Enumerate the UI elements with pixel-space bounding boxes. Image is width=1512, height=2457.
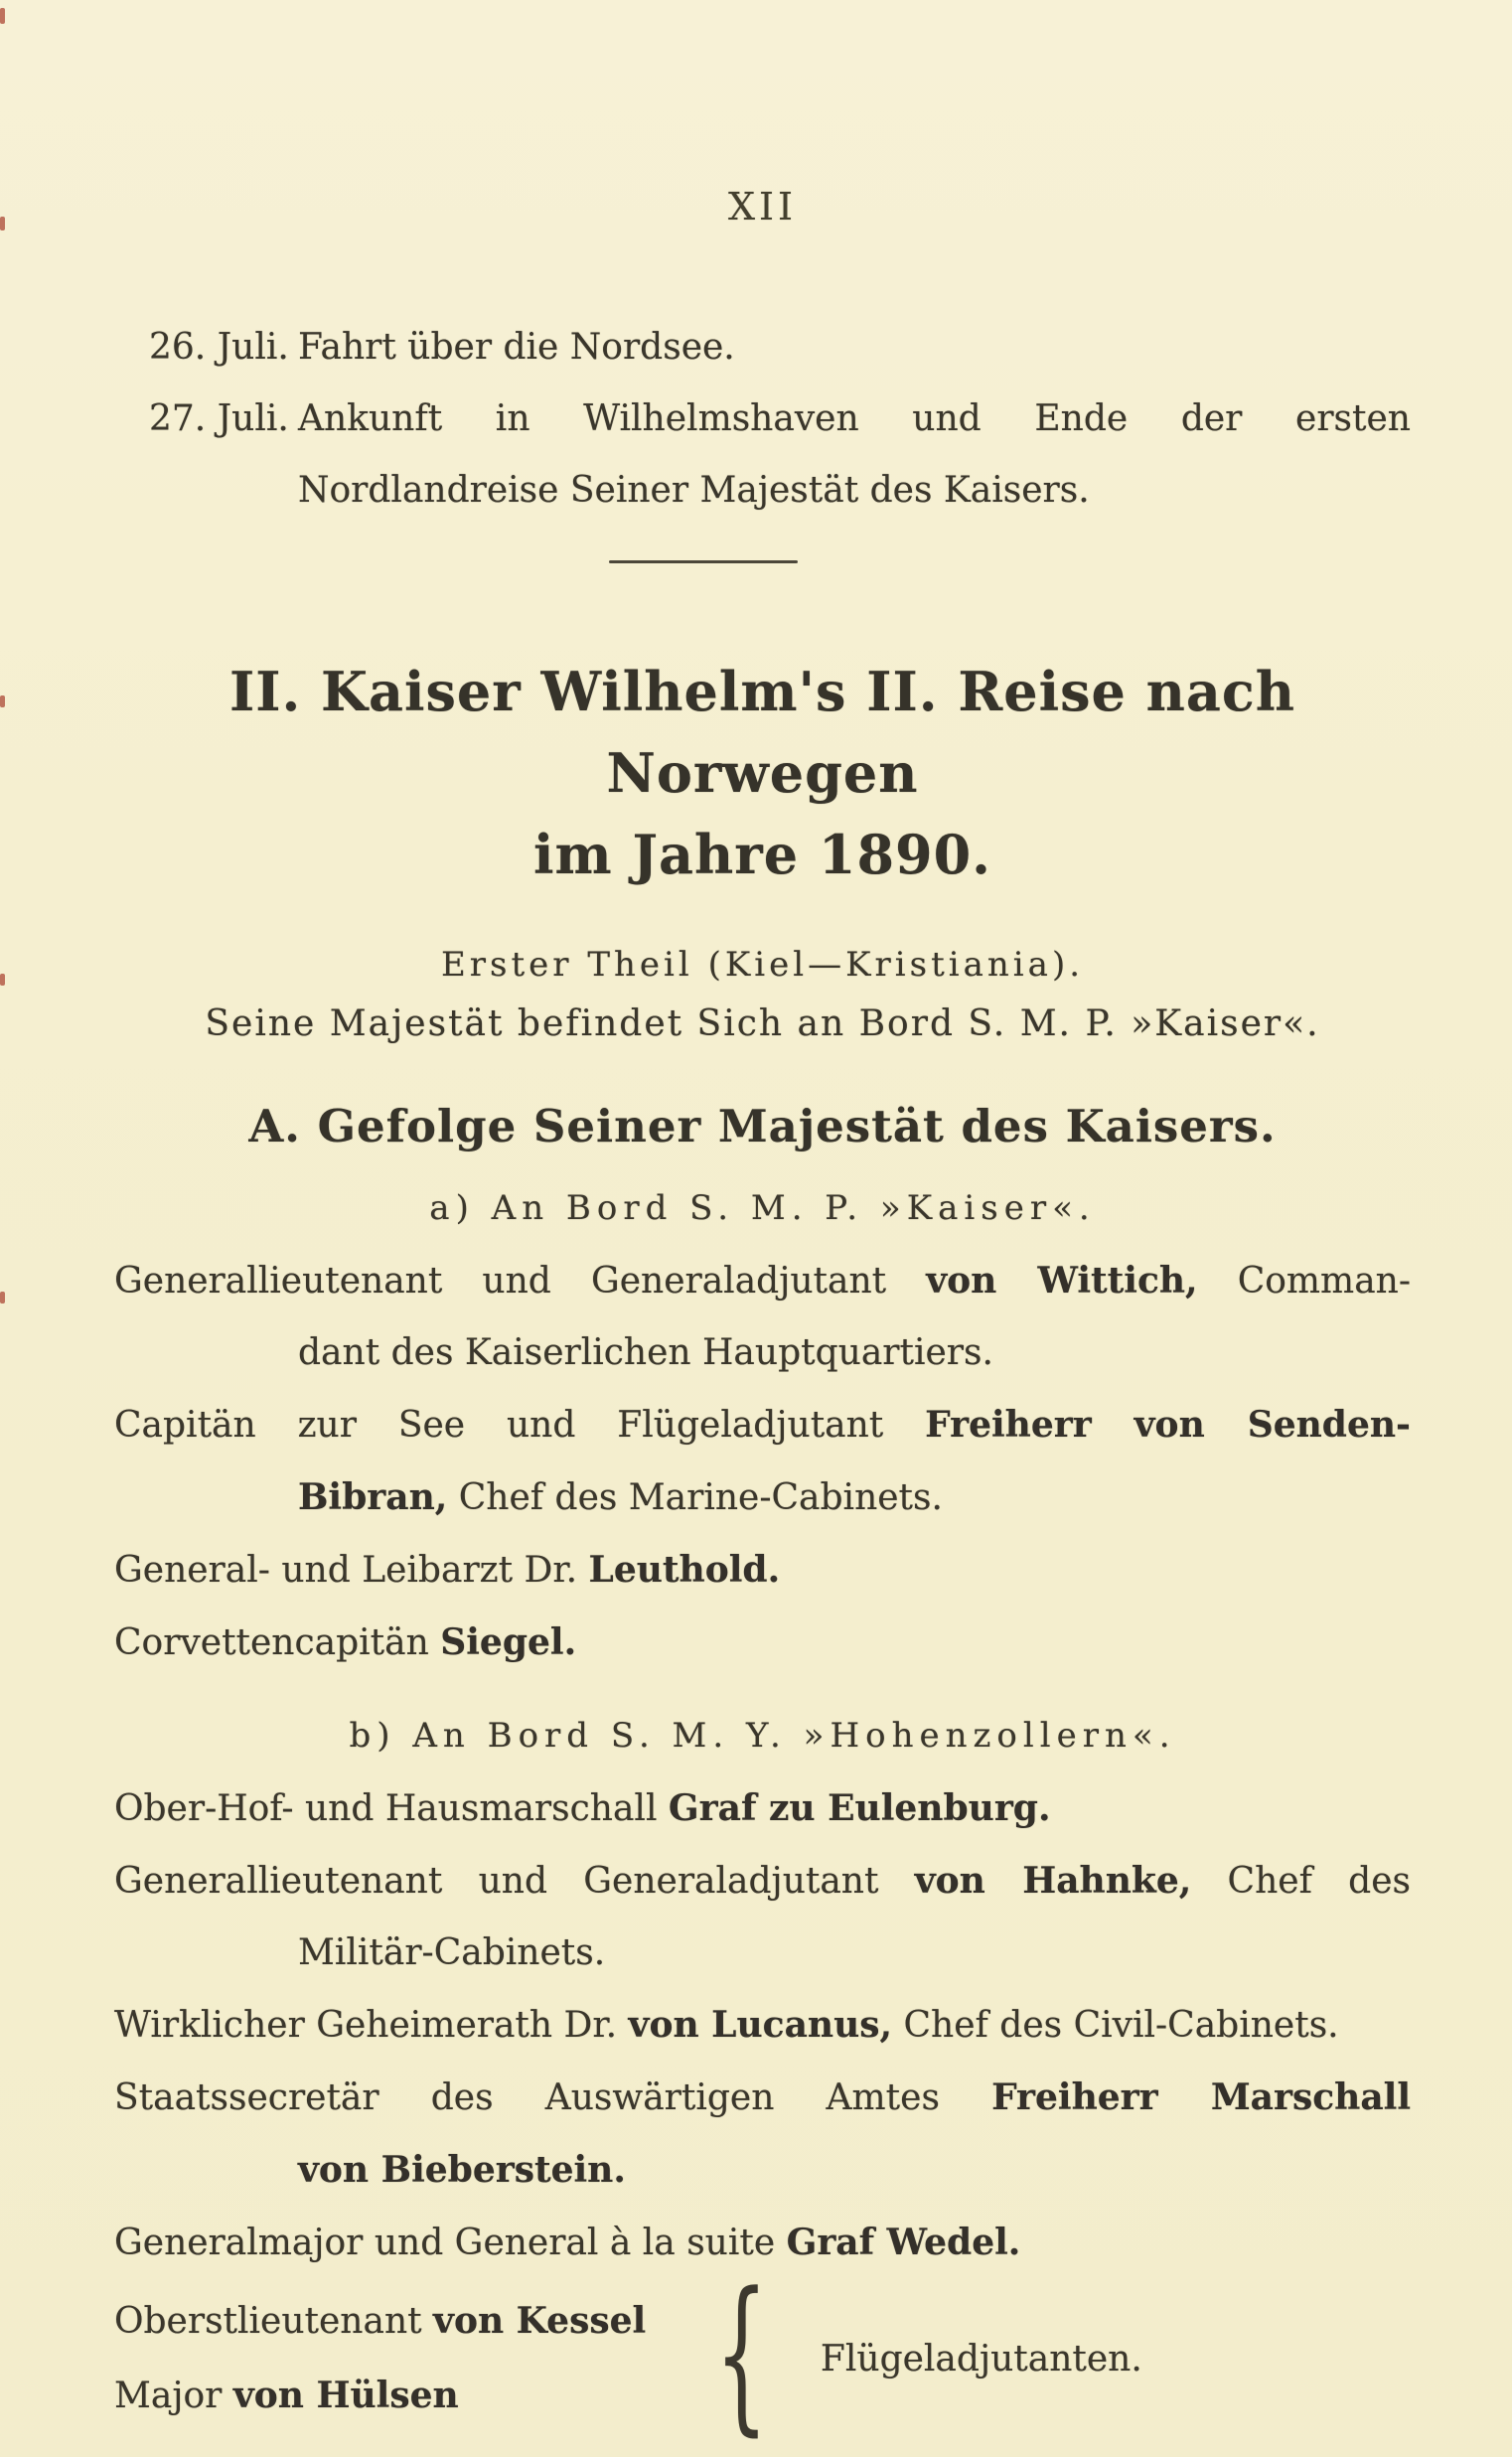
retinue-group-b [114, 1772, 1411, 2279]
majesty-status-line: Seine Majestät befindet Sich an Bord S. M. P. »Kaiser«. [205, 1003, 1320, 1044]
chapter-title-line2: im Jahre 1890. [533, 823, 991, 886]
retinue-heading: A. Gefolge Seiner Majestät des Kaisers. [248, 1100, 1277, 1152]
retinue-entry: Wirklicher Geheimerath Dr. von Lucanus, Chef des Civil-Cabinets. [114, 2004, 1339, 2046]
scan-mark [0, 1292, 5, 1304]
itinerary-row [114, 384, 1411, 527]
itinerary-text: Ankunft in Wilhelmshaven und Ende der ersten Nordlandreise Seiner Majestät des Kaisers. [298, 398, 1411, 511]
person-name: Leuthold. [588, 1549, 781, 1591]
retinue-entry: Capitän zur See und Flügeladjutant Freiherr von Senden- Bibran, Chef des Marine-Cabinets. [114, 1404, 1411, 1518]
retinue-entry: General- und Leibarzt Dr. Leuthold. [114, 1549, 781, 1591]
retinue-entry: Ober-Hof- und Hausmarschall Graf zu Eulenburg. [114, 1787, 1051, 1829]
separator-rule [609, 560, 798, 563]
person-name: Graf zu Eulenburg. [668, 1787, 1051, 1829]
itinerary-date: 27. Juli. [149, 398, 289, 439]
scan-mark [0, 8, 5, 24]
retinue-entry: Generalmajor und General à la suite Graf Wedel. [114, 2222, 1021, 2263]
retinue-entry: Generallieutenant und Generaladjutant von Hahnke, Chef des Militär-Cabinets. [114, 1860, 1411, 1973]
chapter-title [114, 651, 1411, 895]
adjutants-block [114, 2256, 1411, 2451]
scan-mark [0, 974, 5, 986]
person-name: von Kessel [433, 2300, 647, 2342]
person-name: Freiherr von Senden- [925, 1404, 1411, 1446]
adjutants-label: Flügeladjutanten. [820, 2338, 1142, 2380]
grouping-brace: { [714, 2256, 769, 2451]
person-name: von Bieberstein. [298, 2149, 626, 2191]
group-b-heading: b) An Bord S. M. Y. »Hohenzollern«. [349, 1716, 1176, 1756]
part-subtitle: Erster Theil (Kiel—Kristiania). [440, 945, 1085, 985]
retinue-entry: Corvettencapitän Siegel. [114, 1621, 577, 1663]
scan-mark [0, 217, 5, 230]
adjutant-name-line: Major von Hülsen [114, 2375, 459, 2416]
person-name: von Hülsen [232, 2375, 459, 2416]
adjutant-names [114, 2284, 696, 2433]
retinue-group-a [114, 1245, 1411, 1679]
person-name: von Lucanus, [628, 2004, 893, 2046]
person-name: Siegel. [440, 1621, 577, 1663]
adjutant-name-line: Oberstlieutenant von Kessel [114, 2300, 647, 2342]
itinerary [114, 312, 1411, 527]
retinue-entry: Staatssecretär des Auswärtigen Amtes Freiherr Marschall von Bieberstein. [114, 2076, 1412, 2191]
itinerary-row [114, 312, 1411, 384]
retinue-entry: Generallieutenant und Generaladjutant von Wittich, Comman- dant des Kaiserlichen Hauptquartiers. [114, 1260, 1412, 1373]
person-name: Bibran, [298, 1476, 448, 1518]
itinerary-date: 26. Juli. [149, 327, 289, 368]
group-a-heading: a) An Bord S. M. P. »Kaiser«. [429, 1188, 1096, 1228]
person-name: Graf Wedel. [786, 2222, 1021, 2263]
itinerary-text: Fahrt über die Nordsee. [298, 327, 735, 368]
person-name: von Wittich, [926, 1260, 1198, 1302]
chapter-title-line1: II. Kaiser Wilhelm's II. Reise nach Norwegen [228, 660, 1296, 805]
scan-mark [0, 695, 5, 707]
person-name: von Hahnke, [914, 1860, 1192, 1902]
person-name: Freiherr Marschall [991, 2076, 1412, 2118]
page-number: XII [727, 185, 798, 229]
